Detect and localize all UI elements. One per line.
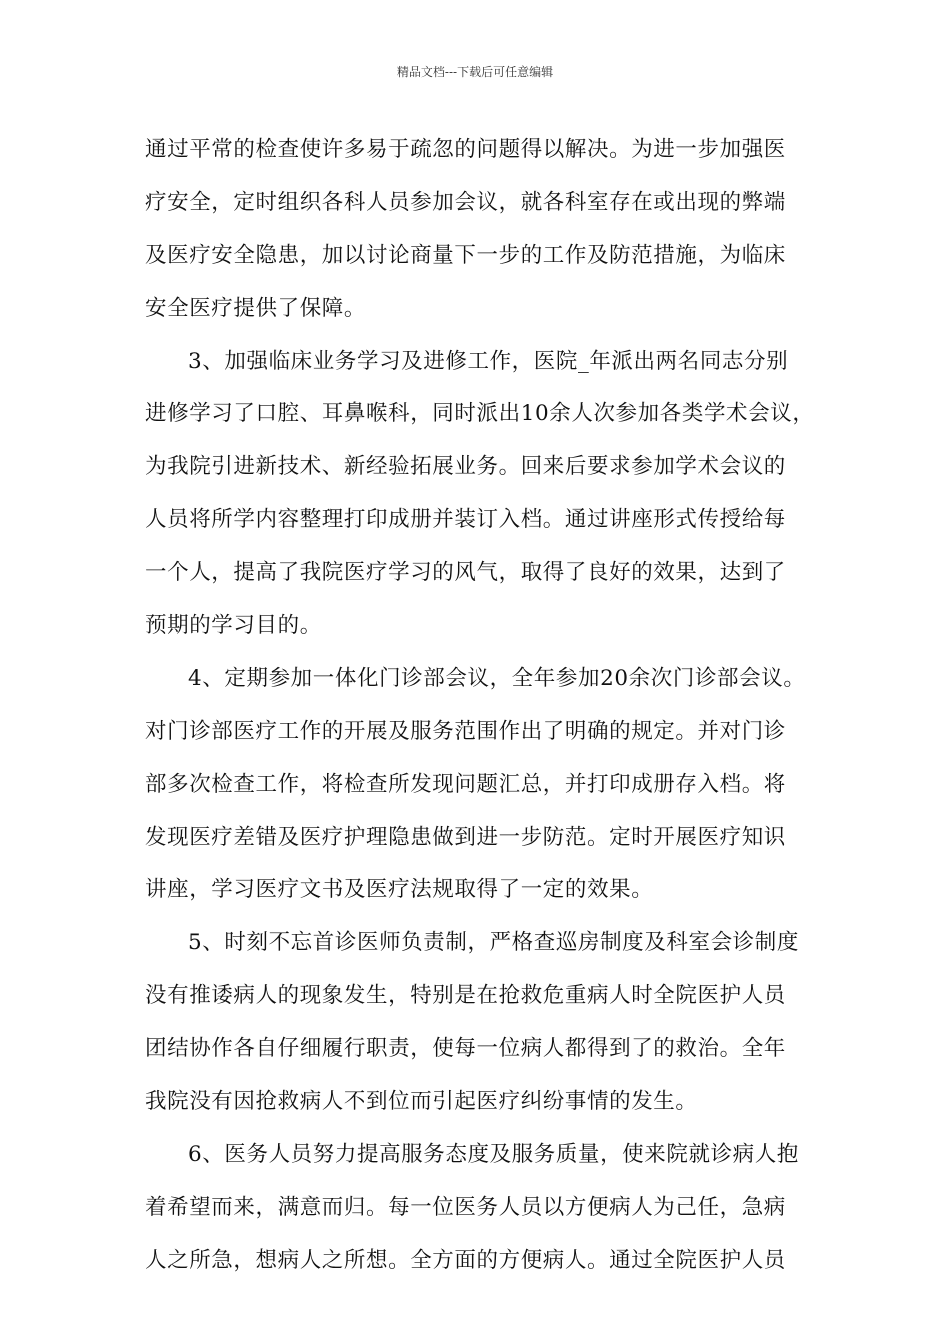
paragraph-6-first-line: 6、医务人员努力提高服务态度及服务质量，使来院就诊病人抱 xyxy=(188,1141,799,1167)
text-line: 安全医疗提供了保障。 xyxy=(145,295,367,321)
page-header: 精品文档---下载后可任意编辑 xyxy=(396,65,554,79)
text-line: 预期的学习目的。 xyxy=(145,613,322,639)
text-line: 发现医疗差错及医疗护理隐患做到进一步防范。定时开展医疗知识 xyxy=(145,824,786,850)
text-line: 通过平常的检查使许多易于疏忽的问题得以解决。为进一步加强医 xyxy=(145,137,786,162)
paragraph-4-first-line: 4、定期参加一体化门诊部会议，全年参加20余次门诊部会议。 xyxy=(188,665,806,691)
text-line: 一个人，提高了我院医疗学习的风气，取得了良好的效果，达到了 xyxy=(145,560,786,586)
text-line: 没有推诿病人的现象发生，特别是在抢救危重病人时全院医护人员 xyxy=(145,983,786,1009)
text-line: 对门诊部医疗工作的开展及服务范围作出了明确的规定。并对门诊 xyxy=(145,718,786,744)
paragraph-3-first-line: 3、加强临床业务学习及进修工作，医院_年派出两名同志分别 xyxy=(188,348,789,374)
text-line: 人员将所学内容整理打印成册并装订入档。通过讲座形式传授给每 xyxy=(145,507,786,533)
text-line: 为我院引进新技术、新经验拓展业务。回来后要求参加学术会议的 xyxy=(145,454,786,480)
text-line: 着希望而来，满意而归。每一位医务人员以方便病人为己任，急病 xyxy=(145,1194,786,1220)
text-line: 团结协作各自仔细履行职责，使每一位病人都得到了的救治。全年 xyxy=(145,1036,786,1062)
text-line: 及医疗安全隐患，加以讨论商量下一步的工作及防范措施，为临床 xyxy=(145,242,786,268)
text-line: 进修学习了口腔、耳鼻喉科，同时派出10余人次参加各类学术会议， xyxy=(145,401,815,427)
text-line: 讲座，学习医疗文书及医疗法规取得了一定的效果。 xyxy=(145,877,654,903)
text-line: 部多次检查工作，将检查所发现问题汇总，并打印成册存入档。将 xyxy=(145,771,786,797)
paragraph-5-first-line: 5、时刻不忘首诊医师负责制，严格查巡房制度及科室会诊制度 xyxy=(188,930,799,956)
document-body xyxy=(145,124,815,1288)
text-line: 人之所急，想病人之所想。全方面的方便病人。通过全院医护人员 xyxy=(145,1247,786,1273)
text-line: 疗安全，定时组织各科人员参加会议，就各科室存在或出现的弊端 xyxy=(145,189,786,215)
text-line: 我院没有因抢救病人不到位而引起医疗纠纷事情的发生。 xyxy=(145,1089,698,1115)
